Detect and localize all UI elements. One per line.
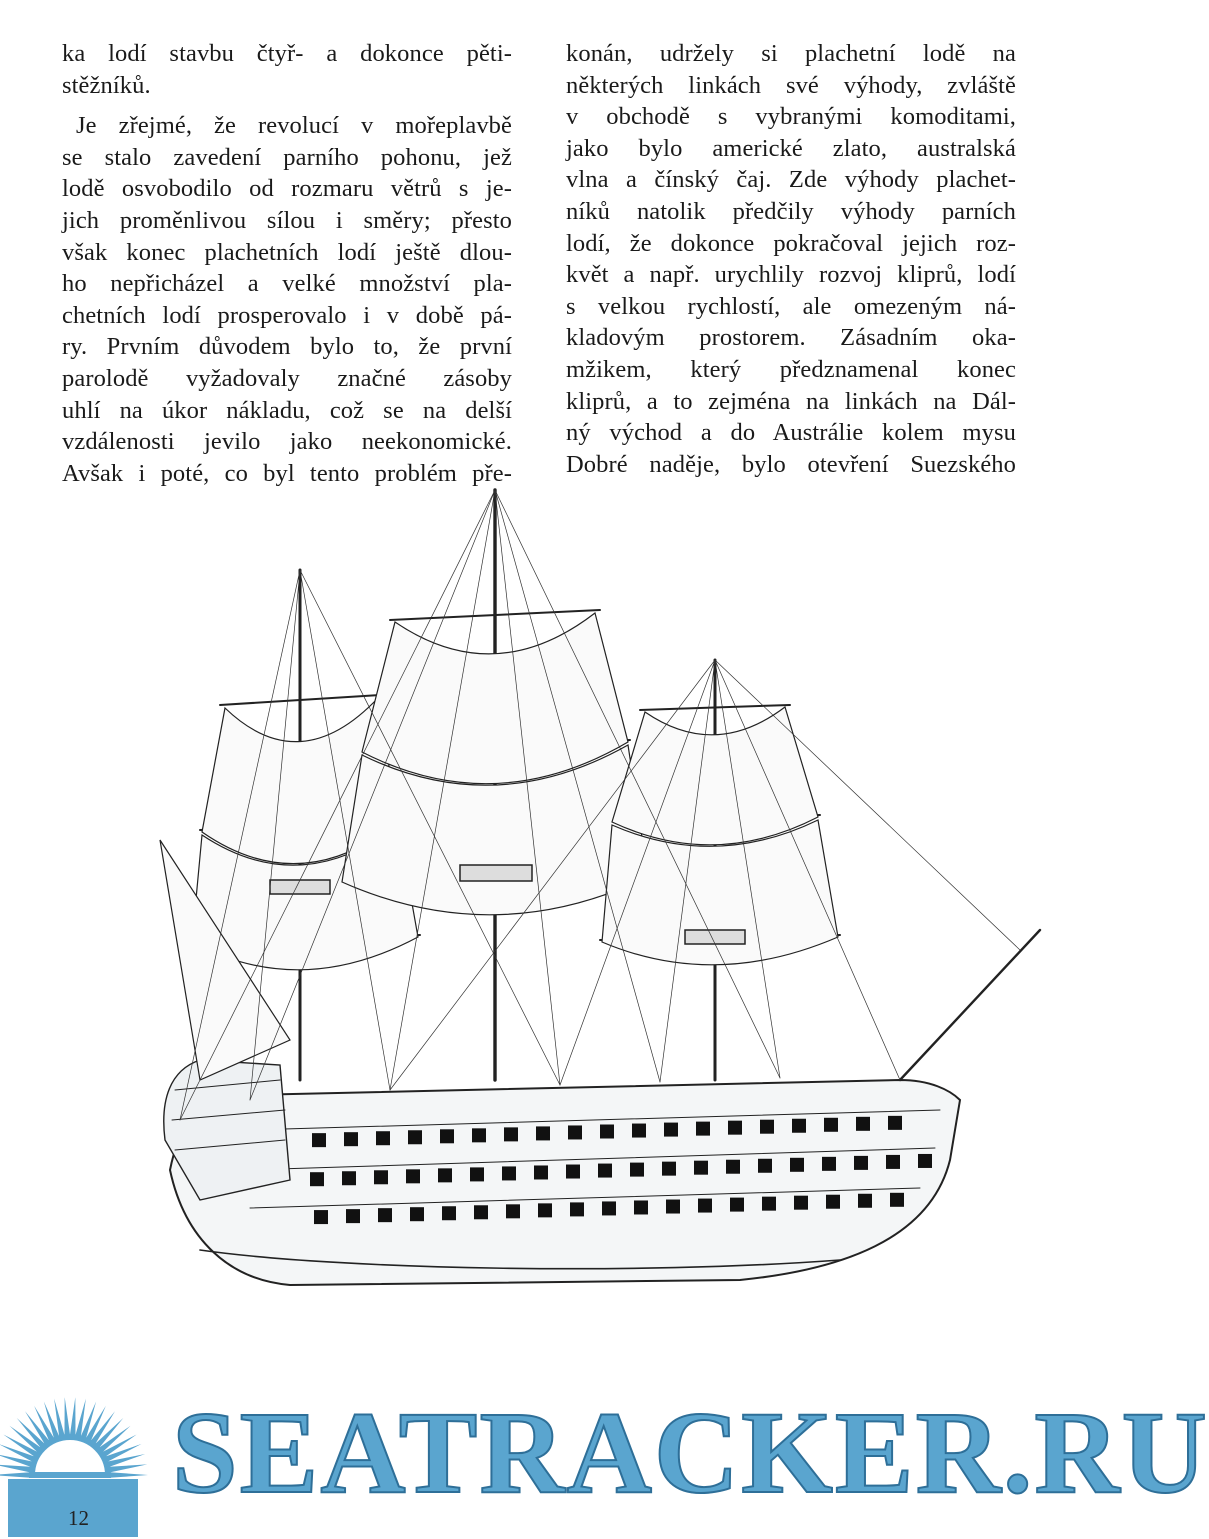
- text-line: Avšak i poté, co byl tento problém pře-: [62, 459, 512, 487]
- text-line: konán, udržely si plachetní lodě na: [566, 40, 1016, 67]
- text-line: některých linkách své výhody, zvláště: [566, 71, 1016, 99]
- text-line: květ a např. urychlily rozvoj kliprů, lodí: [566, 261, 1016, 289]
- text-line: jich proměnlivou sílou i směry; přesto: [62, 206, 512, 234]
- text-line: se stalo zavedení parního pohonu, jež: [62, 143, 512, 171]
- text-line: ry. Prvním důvodem bylo to, že první: [62, 333, 512, 361]
- text-line: vzdálenosti jevilo jako neekonomické.: [62, 428, 512, 456]
- text-line: lodě osvobodilo od rozmaru větrů s je-: [62, 175, 512, 203]
- text-line: lodí, že dokonce pokračoval jejich roz-: [566, 229, 1016, 257]
- text-column-right: [566, 38, 1016, 480]
- ship-illustration: [140, 480, 1040, 1380]
- page-number: 12: [68, 1506, 89, 1530]
- watermark-text: SEATRACKER.RU: [172, 1387, 1209, 1518]
- text-line: kladovým prostorem. Zásadním oka-: [566, 324, 1016, 352]
- text-line: stěžníků.: [62, 71, 151, 99]
- text-line: kliprů, a to zejména na linkách na Dál-: [566, 387, 1016, 415]
- text-line: uhlí na úkor nákladu, což se na delší: [62, 396, 512, 424]
- text-line: ka lodí stavbu čtyř- a dokonce pěti-: [62, 40, 512, 67]
- text-line: ný východ a do Austrálie kolem mysu: [566, 419, 1016, 447]
- text-line: však konec plachetních lodí ještě dlou-: [62, 238, 512, 266]
- text-line: Dobré naděje, bylo otevření Suezského: [566, 450, 1016, 478]
- text-line: vlna a čínský čaj. Zde výhody plachet-: [566, 166, 1016, 194]
- text-line: níků natolik předčily výhody parních: [566, 197, 1016, 225]
- text-line: jako bylo americké zlato, australská: [566, 134, 1016, 162]
- text-line: chetních lodí prosperovalo i v době pá-: [62, 301, 512, 329]
- sails: [160, 613, 838, 1080]
- text-line: v obchodě s vybranými komoditami,: [566, 103, 1016, 131]
- paragraph-gap: [62, 101, 512, 110]
- text-line: mžikem, který předznamenal konec: [566, 355, 1016, 383]
- text-column-left: [62, 38, 512, 489]
- text-line: Je zřejmé, že revolucí v mořeplavbě: [76, 112, 512, 140]
- text-line: s velkou rychlostí, ale omezeným ná-: [566, 292, 1016, 320]
- ship-hull: [170, 1080, 960, 1285]
- bowsprit: [900, 930, 1040, 1080]
- text-line: parolodě vyžadovaly značné zásoby: [62, 364, 512, 392]
- text-line: ho nepřicházel a velké množství pla-: [62, 270, 512, 298]
